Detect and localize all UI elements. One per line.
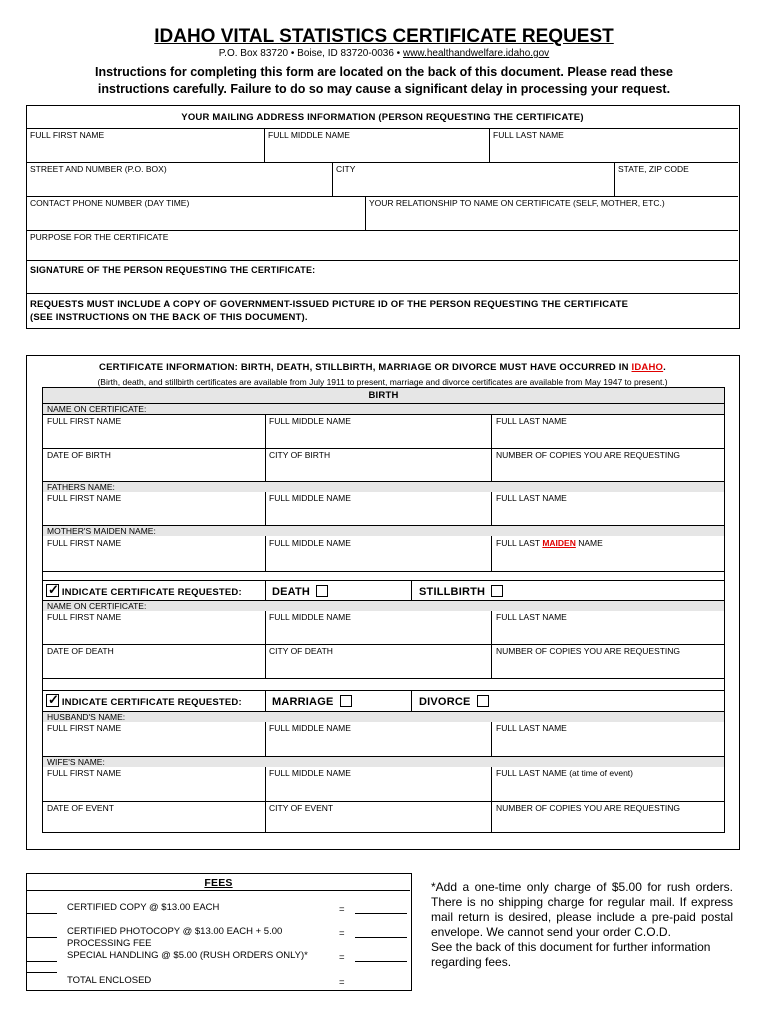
certificate-section bbox=[26, 355, 740, 850]
marriage-checkbox[interactable] bbox=[340, 695, 352, 707]
fee-label: TOTAL ENCLOSED bbox=[67, 975, 152, 986]
fees-box bbox=[26, 873, 412, 991]
fee-blank[interactable] bbox=[27, 961, 57, 962]
fees-heading: FEES bbox=[204, 877, 233, 889]
fee-row-processing bbox=[67, 938, 151, 949]
mailing-heading: YOUR MAILING ADDRESS INFORMATION (PERSON REQUESTING THE CERTIFICATE) bbox=[181, 112, 584, 123]
city-of-death-field[interactable]: CITY OF DEATH bbox=[269, 646, 333, 656]
website-link[interactable]: www.healthandwelfare.idaho.gov bbox=[402, 48, 550, 59]
fee-label: SPECIAL HANDLING @ $5.00 (RUSH ORDERS ONLY)* bbox=[67, 950, 308, 961]
mother-last-maiden-name-field[interactable] bbox=[496, 538, 721, 570]
id-notice-line-2: (SEE INSTRUCTIONS ON THE BACK OF THIS DOCUMENT). bbox=[30, 312, 308, 323]
city-of-birth-field[interactable]: CITY OF BIRTH bbox=[269, 450, 331, 460]
marriage-label: MARRIAGE bbox=[272, 696, 334, 708]
fee-equals: = bbox=[339, 904, 345, 915]
cert-heading-end: . bbox=[663, 362, 666, 373]
fee-info-note: See the back of this document for further information regarding fees. bbox=[431, 940, 711, 969]
mother-middle-name-field[interactable]: FULL MIDDLE NAME bbox=[269, 538, 351, 548]
father-first-name-field[interactable]: FULL FIRST NAME bbox=[47, 493, 122, 503]
fee-row-total[interactable] bbox=[27, 975, 410, 989]
id-notice-line-1: REQUESTS MUST INCLUDE A COPY OF GOVERNMENT-ISSUED PICTURE ID OF THE PERSON REQUESTING THE CERTIFICATE bbox=[30, 299, 629, 310]
fee-notes bbox=[431, 880, 733, 970]
fee-label: CERTIFIED COPY @ $13.00 EACH bbox=[67, 902, 220, 913]
mothers-maiden-label: MOTHER'S MAIDEN NAME: bbox=[43, 526, 724, 536]
birth-first-name-field[interactable]: FULL FIRST NAME bbox=[47, 416, 122, 426]
divorce-option[interactable] bbox=[419, 695, 489, 708]
fee-blank[interactable] bbox=[27, 972, 57, 973]
event-copies-field[interactable]: NUMBER OF COPIES YOU ARE REQUESTING bbox=[496, 803, 681, 813]
death-indicate-label: INDICATE CERTIFICATE REQUESTED: bbox=[61, 587, 242, 598]
fee-label: PROCESSING FEE bbox=[67, 938, 152, 949]
husband-last-name-field[interactable]: FULL LAST NAME bbox=[496, 723, 567, 733]
birth-last-name-field[interactable]: FULL LAST NAME bbox=[496, 416, 567, 426]
stillbirth-option[interactable] bbox=[419, 585, 503, 598]
fee-amount-line[interactable] bbox=[355, 937, 407, 938]
fee-row-certified-copy[interactable] bbox=[27, 902, 410, 916]
death-label: DEATH bbox=[272, 586, 311, 598]
husbands-name-label: HUSBAND'S NAME: bbox=[43, 712, 724, 722]
divorce-checkbox[interactable] bbox=[477, 695, 489, 707]
fee-equals: = bbox=[339, 928, 345, 939]
husband-middle-name-field[interactable]: FULL MIDDLE NAME bbox=[269, 723, 351, 733]
cert-heading-state: IDAHO bbox=[631, 362, 664, 373]
mail-last-name-field[interactable]: FULL LAST NAME bbox=[493, 130, 564, 140]
phone-field[interactable]: CONTACT PHONE NUMBER (DAY TIME) bbox=[30, 198, 190, 208]
purpose-field[interactable]: PURPOSE FOR THE CERTIFICATE bbox=[30, 232, 169, 242]
fee-equals: = bbox=[339, 977, 345, 988]
father-middle-name-field[interactable]: FULL MIDDLE NAME bbox=[269, 493, 351, 503]
death-checkbox[interactable] bbox=[316, 585, 328, 597]
maiden-highlight: MAIDEN bbox=[542, 538, 576, 548]
death-copies-field[interactable]: NUMBER OF COPIES YOU ARE REQUESTING bbox=[496, 646, 681, 656]
cert-subheading: (Birth, death, and stillbirth certificates are available from July 1911 to present, marriage and divorce certificates are available from May 1947 to present.) bbox=[97, 377, 668, 387]
death-name-on-cert: NAME ON CERTIFICATE: bbox=[43, 601, 724, 611]
maiden-pre: FULL LAST bbox=[496, 538, 543, 548]
marriage-indicate-label: INDICATE CERTIFICATE REQUESTED: bbox=[61, 697, 242, 708]
fathers-name-label: FATHERS NAME: bbox=[43, 482, 724, 492]
cert-table bbox=[42, 387, 725, 833]
relationship-field[interactable]: YOUR RELATIONSHIP TO NAME ON CERTIFICATE (SELF, MOTHER, ETC.) bbox=[369, 198, 665, 208]
fee-equals: = bbox=[339, 952, 345, 963]
birth-label: BIRTH bbox=[43, 388, 724, 403]
mail-first-name-field[interactable]: FULL FIRST NAME bbox=[30, 130, 105, 140]
fee-amount-line[interactable] bbox=[355, 961, 407, 962]
date-of-event-field[interactable]: DATE OF EVENT bbox=[47, 803, 114, 813]
agency-address bbox=[0, 48, 768, 59]
wife-first-name-field[interactable]: FULL FIRST NAME bbox=[47, 768, 122, 778]
signature-field[interactable]: SIGNATURE OF THE PERSON REQUESTING THE CERTIFICATE: bbox=[30, 265, 316, 275]
date-of-death-field[interactable]: DATE OF DEATH bbox=[47, 646, 114, 656]
father-last-name-field[interactable]: FULL LAST NAME bbox=[496, 493, 567, 503]
maiden-post: NAME bbox=[575, 538, 603, 548]
rush-order-note: *Add a one-time only charge of $5.00 for rush orders. There is no shipping charge for regular mail. If express mail return is desired, please include a pre-paid postal envelope. We cannot send your order C.O.D. bbox=[431, 880, 733, 939]
marriage-indicate-row bbox=[46, 694, 261, 708]
death-middle-name-field[interactable]: FULL MIDDLE NAME bbox=[269, 612, 351, 622]
indicate-checkmark-icon bbox=[46, 694, 59, 707]
death-first-name-field[interactable]: FULL FIRST NAME bbox=[47, 612, 122, 622]
birth-name-on-cert: NAME ON CERTIFICATE: bbox=[43, 404, 724, 414]
mother-first-name-field[interactable]: FULL FIRST NAME bbox=[47, 538, 122, 548]
cert-heading-text: CERTIFICATE INFORMATION: BIRTH, DEATH, STILLBIRTH, MARRIAGE OR DIVORCE MUST HAVE OCCURRED IN bbox=[99, 362, 632, 373]
instructions bbox=[0, 64, 768, 98]
stillbirth-checkbox[interactable] bbox=[491, 585, 503, 597]
fee-blank[interactable] bbox=[27, 913, 57, 914]
instructions-line-2: instructions carefully. Failure to do so may cause a significant delay in processing your request. bbox=[97, 82, 671, 96]
indicate-checkmark-icon bbox=[46, 584, 59, 597]
city-of-event-field[interactable]: CITY OF EVENT bbox=[269, 803, 334, 813]
id-notice bbox=[30, 298, 738, 324]
stillbirth-label: STILLBIRTH bbox=[419, 586, 486, 598]
marriage-option[interactable] bbox=[272, 695, 352, 708]
street-field[interactable]: STREET AND NUMBER (P.O. BOX) bbox=[30, 164, 167, 174]
birth-copies-field[interactable]: NUMBER OF COPIES YOU ARE REQUESTING bbox=[496, 450, 681, 460]
mail-middle-name-field[interactable]: FULL MIDDLE NAME bbox=[268, 130, 350, 140]
wife-last-name-field[interactable]: FULL LAST NAME (at time of event) bbox=[496, 768, 633, 778]
death-last-name-field[interactable]: FULL LAST NAME bbox=[496, 612, 567, 622]
fee-row-special-handling[interactable] bbox=[27, 950, 410, 964]
state-zip-field[interactable]: STATE, ZIP CODE bbox=[618, 164, 689, 174]
birth-middle-name-field[interactable]: FULL MIDDLE NAME bbox=[269, 416, 351, 426]
fee-blank[interactable] bbox=[27, 937, 57, 938]
mailing-address: P.O. Box 83720 • Boise, ID 83720-0036 • bbox=[218, 48, 403, 59]
death-indicate-row bbox=[46, 584, 261, 598]
date-of-birth-field[interactable]: DATE OF BIRTH bbox=[47, 450, 111, 460]
husband-first-name-field[interactable]: FULL FIRST NAME bbox=[47, 723, 122, 733]
page-title: IDAHO VITAL STATISTICS CERTIFICATE REQUEST bbox=[154, 26, 614, 47]
divorce-label: DIVORCE bbox=[419, 696, 471, 708]
fee-label: CERTIFIED PHOTOCOPY @ $13.00 EACH + 5.00 bbox=[67, 926, 283, 937]
fee-amount-line[interactable] bbox=[355, 913, 407, 914]
wifes-name-label: WIFE'S NAME: bbox=[43, 757, 724, 767]
death-option[interactable] bbox=[272, 585, 328, 598]
mailing-section bbox=[26, 105, 740, 329]
cert-heading bbox=[27, 362, 738, 373]
wife-middle-name-field[interactable]: FULL MIDDLE NAME bbox=[269, 768, 351, 778]
instructions-line-1: Instructions for completing this form are located on the back of this document. Please read these bbox=[95, 65, 673, 79]
city-field[interactable]: CITY bbox=[336, 164, 356, 174]
